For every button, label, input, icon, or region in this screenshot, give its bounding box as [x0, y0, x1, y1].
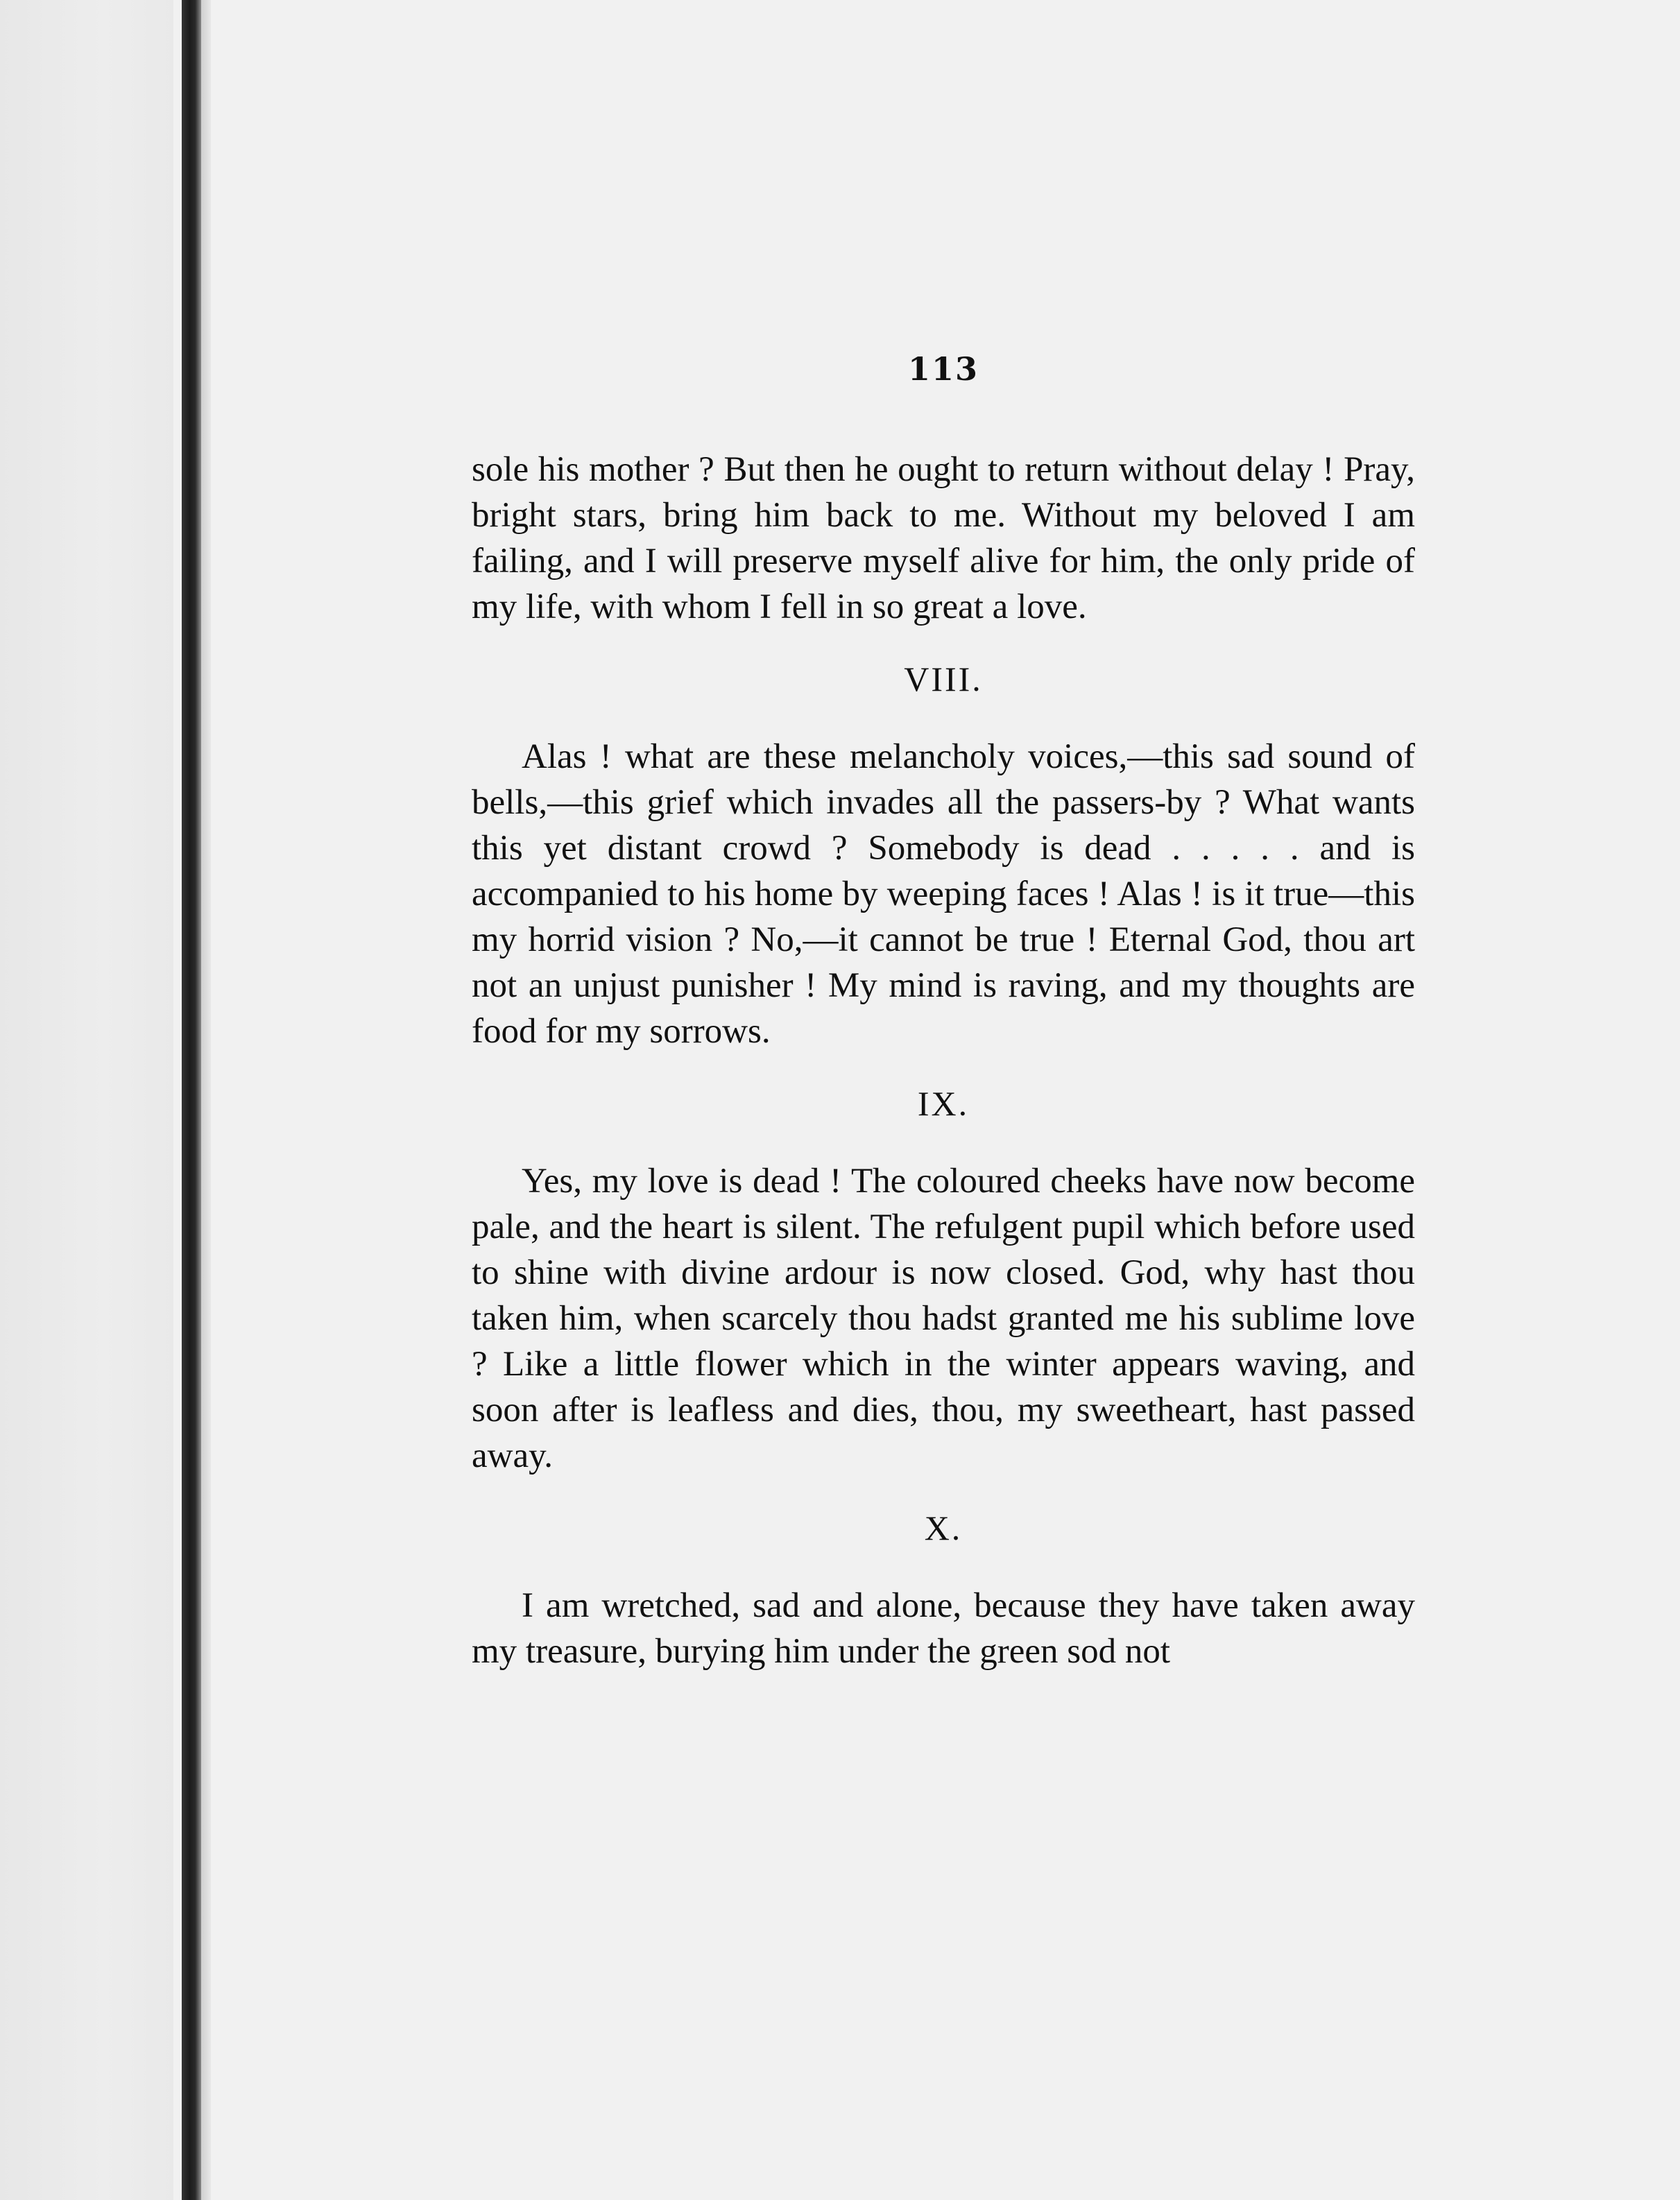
spine-edge [201, 0, 211, 2200]
section-ix-paragraph: Yes, my love is dead ! The coloured cheeks have now become pale, and the heart is silent. The refulgent pupil which before used to shine with divine ardour is now closed. God, why hast thou taken him, when scarcely thou hadst granted me his sublime love ? Like a little flower which in the winter appears waving, and soon after is leafless and dies, thou, my sweetheart, hast passed away. [472, 1162, 1415, 1475]
book-spine [182, 0, 201, 2200]
section-x-paragraph: I am wretched, sad and alone, because they have taken away my treasure, burying him under the green sod not [472, 1586, 1415, 1671]
section-heading-viii: VIII. [904, 660, 983, 698]
continuation-paragraph: sole his mother ? But then he ought to return without delay ! Pray, bright stars, bring him back to me. Without my beloved I am failing, and I will preserve myself alive for him, the only pride of my life, with whom I fell in so great a love. [472, 450, 1415, 626]
page-text-block [472, 350, 1415, 1674]
facing-page-margin [0, 0, 173, 2200]
section-heading-ix: IX. [917, 1084, 970, 1123]
page-number: 113 [907, 350, 979, 388]
section-viii-paragraph: Alas ! what are these melancholy voices,—this sad sound of bells,—this grief which invades all the passers-by ? What wants this yet distant crowd ? Somebody is dead . . . . . and is accompanied to his home by weeping faces ! Alas ! is it true—this my horrid vision ? No,—it cannot be true ! Eternal God, thou art not an unjust punisher ! My mind is raving, and my thoughts are food for my sorrows. [472, 737, 1415, 1051]
section-heading-x: X. [924, 1509, 963, 1547]
